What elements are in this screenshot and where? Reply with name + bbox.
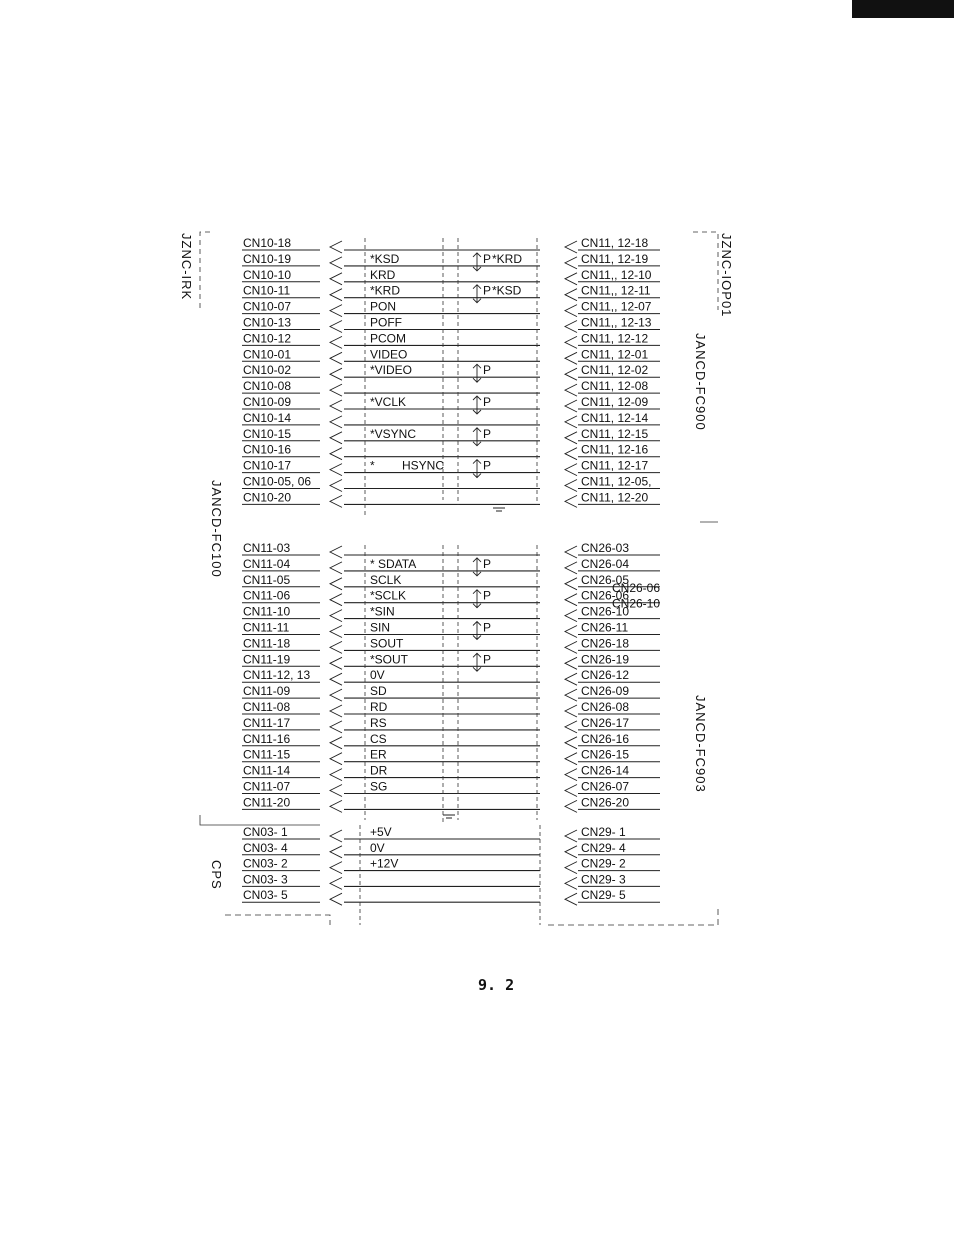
right-chevron [565,273,577,285]
right-chevron [565,800,577,812]
left-chevron [330,289,342,301]
right-connector-label: CN26-09 [581,684,630,699]
signal-name: *KRD [492,251,523,266]
right-chevron [565,610,577,622]
left-chevron [330,769,342,781]
left-connector-label: CN10-05, 06 [243,474,312,489]
right-connector-label: CN11,, 12-07 [581,299,652,314]
right-chevron [565,862,577,874]
signal-name: +12V [370,856,399,871]
signal-name: *SIN [370,604,395,619]
right-chevron [565,846,577,858]
left-chevron [330,641,342,653]
signal-name: *KSD [492,283,522,298]
signal-name: *SOUT [370,652,409,667]
right-connector-label: CN26-17 [581,715,630,730]
right-connector-label: CN11, 12-09 [581,395,649,409]
right-connector-label: CN26-07 [581,779,630,794]
pair-marker-p: P [483,395,492,409]
left-chevron [330,448,342,460]
board-boundary [200,232,210,310]
right-connector-label: CN11, 12-16 [581,442,649,457]
left-connector-label: CN10-02 [243,363,292,378]
right-connector-label: CN26-18 [581,636,630,651]
signal-name: * [370,458,375,473]
right-connector-label: CN26-06 [581,588,630,603]
left-chevron [330,495,342,507]
text-layer [179,233,734,902]
right-chevron [565,368,577,380]
right-connector-label: CN11, 12-08 [581,379,649,394]
pair-marker-p: P [483,251,492,266]
right-chevron [565,785,577,797]
right-chevron [565,416,577,428]
right-connector-label: CN11, 12-17 [581,458,649,473]
left-connector-label: CN11-05 [243,572,291,587]
pair-marker-p: P [483,426,492,441]
left-connector-label: CN03- 3 [243,872,288,887]
right-connector-label: CN11, 12-14 [581,410,649,425]
signal-name: *VCLK [370,395,407,409]
left-connector-label: CN10-20 [243,490,292,505]
left-chevron [330,480,342,492]
left-connector-label: CN10-08 [243,379,292,394]
pair-marker-p: P [483,458,492,473]
left-chevron [330,578,342,590]
left-chevron [330,257,342,269]
right-connector-label: CN26-08 [581,700,630,714]
right-chevron [565,893,577,905]
right-connector-label: CN11,, 12-10 [581,267,652,282]
signal-name: CS [370,731,387,746]
right-connector-label: CN29- 5 [581,888,626,903]
left-chevron [330,273,342,285]
right-connector-label: CN11, 12-12 [581,331,649,346]
pair-marker-p: P [483,620,492,635]
right-connector-label: CN26-10 [581,604,630,619]
extra-right-label: CN26-06 [612,580,661,595]
left-chevron [330,830,342,842]
left-chevron [330,846,342,858]
right-connector-label: CN29- 2 [581,856,626,871]
signal-name: * SDATA [370,556,417,571]
left-connector-label: CN11-10 [243,604,291,619]
right-connector-label: CN26-12 [581,668,630,683]
right-chevron [565,626,577,638]
right-connector-label: CN11, 12-20 [581,490,649,505]
left-chevron [330,657,342,669]
pair-marker-p: P [483,556,492,571]
right-connector-label: CN11, 12-01 [581,347,649,362]
extra-right-label: CN26-10 [612,596,661,611]
board-label-jznc-iop01: JZNC-IOP01 [719,233,734,318]
right-chevron [565,384,577,396]
left-connector-label: CN11-20 [243,795,291,810]
right-connector-label: CN11, 12-19 [581,251,649,266]
right-chevron [565,769,577,781]
right-chevron [565,562,577,574]
pair-marker-p: P [483,283,492,298]
left-chevron [330,352,342,364]
left-connector-label: CN10-15 [243,426,292,441]
right-chevron [565,737,577,749]
signal-name: DR [370,763,388,778]
left-connector-label: CN10-14 [243,410,292,425]
right-connector-label: CN26-05 [581,572,630,587]
left-connector-label: CN11-19 [243,652,291,667]
right-chevron [565,657,577,669]
right-connector-label: CN11,, 12-11 [581,283,651,298]
signal-name: PON [370,299,397,314]
right-chevron [565,321,577,333]
signal-name: KRD [370,267,396,282]
left-connector-label: CN10-10 [243,267,292,282]
signal-name: RD [370,700,388,714]
left-connector-label: CN11-16 [243,731,291,746]
left-connector-label: CN11-04 [243,556,291,571]
signal-name: HSYNC [402,458,445,473]
left-chevron [330,785,342,797]
right-chevron [565,705,577,717]
right-connector-label: CN29- 1 [581,825,626,839]
board-label-jancd-fc100: JANCD-FC100 [209,480,224,578]
left-chevron [330,384,342,396]
right-chevron [565,594,577,606]
board-boundary [548,905,718,925]
right-connector-label: CN26-19 [581,652,630,667]
signal-name: RS [370,715,387,730]
right-chevron [565,400,577,412]
pair-marker-p: P [483,363,492,378]
signal-name: SOUT [370,636,404,651]
signal-name: +5V [370,825,392,839]
right-connector-label: CN29- 4 [581,840,626,855]
left-connector-label: CN11-07 [243,779,291,794]
right-chevron [565,495,577,507]
left-connector-label: CN10-07 [243,299,292,314]
board-label-jznc-irk: JZNC-IRK [179,233,194,301]
signal-name: 0V [370,840,385,855]
left-chevron [330,705,342,717]
left-chevron [330,626,342,638]
left-chevron [330,594,342,606]
left-connector-label: CN10-16 [243,442,292,457]
right-chevron [565,432,577,444]
left-chevron [330,689,342,701]
right-connector-label: CN26-16 [581,731,630,746]
right-chevron [565,546,577,558]
left-connector-label: CN11-06 [243,588,291,603]
board-boundary [200,815,320,825]
right-chevron [565,877,577,889]
right-chevron [565,448,577,460]
board-boundary [693,232,718,310]
right-connector-label: CN11, 12-05, [581,474,652,489]
left-connector-label: CN10-12 [243,331,292,346]
right-connector-label: CN11,, 12-13 [581,315,652,330]
left-chevron [330,464,342,476]
left-chevron [330,416,342,428]
right-chevron [565,241,577,253]
left-chevron [330,546,342,558]
right-chevron [565,464,577,476]
left-chevron [330,241,342,253]
right-chevron [565,480,577,492]
left-connector-label: CN03- 1 [243,825,288,839]
left-chevron [330,305,342,317]
right-chevron [565,352,577,364]
right-chevron [565,689,577,701]
right-chevron [565,721,577,733]
right-connector-label: CN11, 12-02 [581,363,649,378]
left-chevron [330,562,342,574]
left-chevron [330,368,342,380]
left-chevron [330,800,342,812]
left-chevron [330,737,342,749]
right-chevron [565,289,577,301]
right-chevron [565,257,577,269]
right-chevron [565,753,577,765]
pair-marker-p: P [483,588,492,603]
left-connector-label: CN11-11 [243,620,290,635]
left-connector-label: CN03- 2 [243,856,288,871]
pair-marker-p: P [483,652,492,667]
left-connector-label: CN11-08 [243,700,291,714]
right-connector-label: CN26-04 [581,556,630,571]
left-connector-label: CN10-11 [243,283,291,298]
right-connector-label: CN26-20 [581,795,630,810]
board-label-jancd-fc900: JANCD-FC900 [693,333,708,431]
left-connector-label: CN10-18 [243,236,292,250]
left-chevron [330,862,342,874]
signal-name: PCOM [370,331,406,346]
signal-name: *KSD [370,251,400,266]
right-chevron [565,305,577,317]
left-connector-label: CN11-14 [243,763,291,778]
right-connector-label: CN29- 3 [581,872,626,887]
left-connector-label: CN11-03 [243,541,291,555]
right-chevron [565,641,577,653]
left-connector-label: CN10-19 [243,251,292,266]
right-connector-label: CN26-11 [581,620,629,635]
left-connector-label: CN11-15 [243,747,291,762]
page-number: 9. 2 [478,976,515,994]
board-label-cps: CPS [209,860,224,890]
left-connector-label: CN10-01 [243,347,292,362]
right-connector-label: CN26-03 [581,541,630,555]
left-chevron [330,400,342,412]
left-connector-label: CN03- 5 [243,888,288,903]
signal-name: *KRD [370,283,401,298]
right-connector-label: CN11, 12-15 [581,426,649,441]
right-chevron [565,673,577,685]
right-connector-label: CN26-15 [581,747,630,762]
left-chevron [330,321,342,333]
left-chevron [330,877,342,889]
left-chevron [330,721,342,733]
signal-name: POFF [370,315,402,330]
left-connector-label: CN03- 4 [243,840,288,855]
left-connector-label: CN11-12, 13 [243,668,311,683]
right-chevron [565,336,577,348]
signal-name: SG [370,779,388,794]
right-chevron [565,830,577,842]
signal-name: ER [370,747,387,762]
left-chevron [330,893,342,905]
left-chevron [330,432,342,444]
left-connector-label: CN10-17 [243,458,292,473]
signal-name: SIN [370,620,391,635]
signal-name: *VIDEO [370,363,413,378]
signal-name: *VSYNC [370,426,417,441]
left-connector-label: CN11-09 [243,684,291,699]
signal-name: 0V [370,668,385,683]
signal-name: *SCLK [370,588,407,603]
left-chevron [330,336,342,348]
board-boundary [225,915,330,925]
left-chevron [330,610,342,622]
signal-name: SCLK [370,572,402,587]
left-chevron [330,753,342,765]
board-label-jancd-fc903: JANCD-FC903 [693,695,708,793]
left-connector-label: CN10-13 [243,315,292,330]
left-chevron [330,673,342,685]
right-chevron [565,578,577,590]
left-connector-label: CN11-17 [243,715,291,730]
right-connector-label: CN26-14 [581,763,630,778]
left-connector-label: CN10-09 [243,395,292,409]
signal-name: SD [370,684,387,699]
left-connector-label: CN11-18 [243,636,291,651]
signal-name: VIDEO [370,347,408,362]
right-connector-label: CN11, 12-18 [581,236,649,250]
